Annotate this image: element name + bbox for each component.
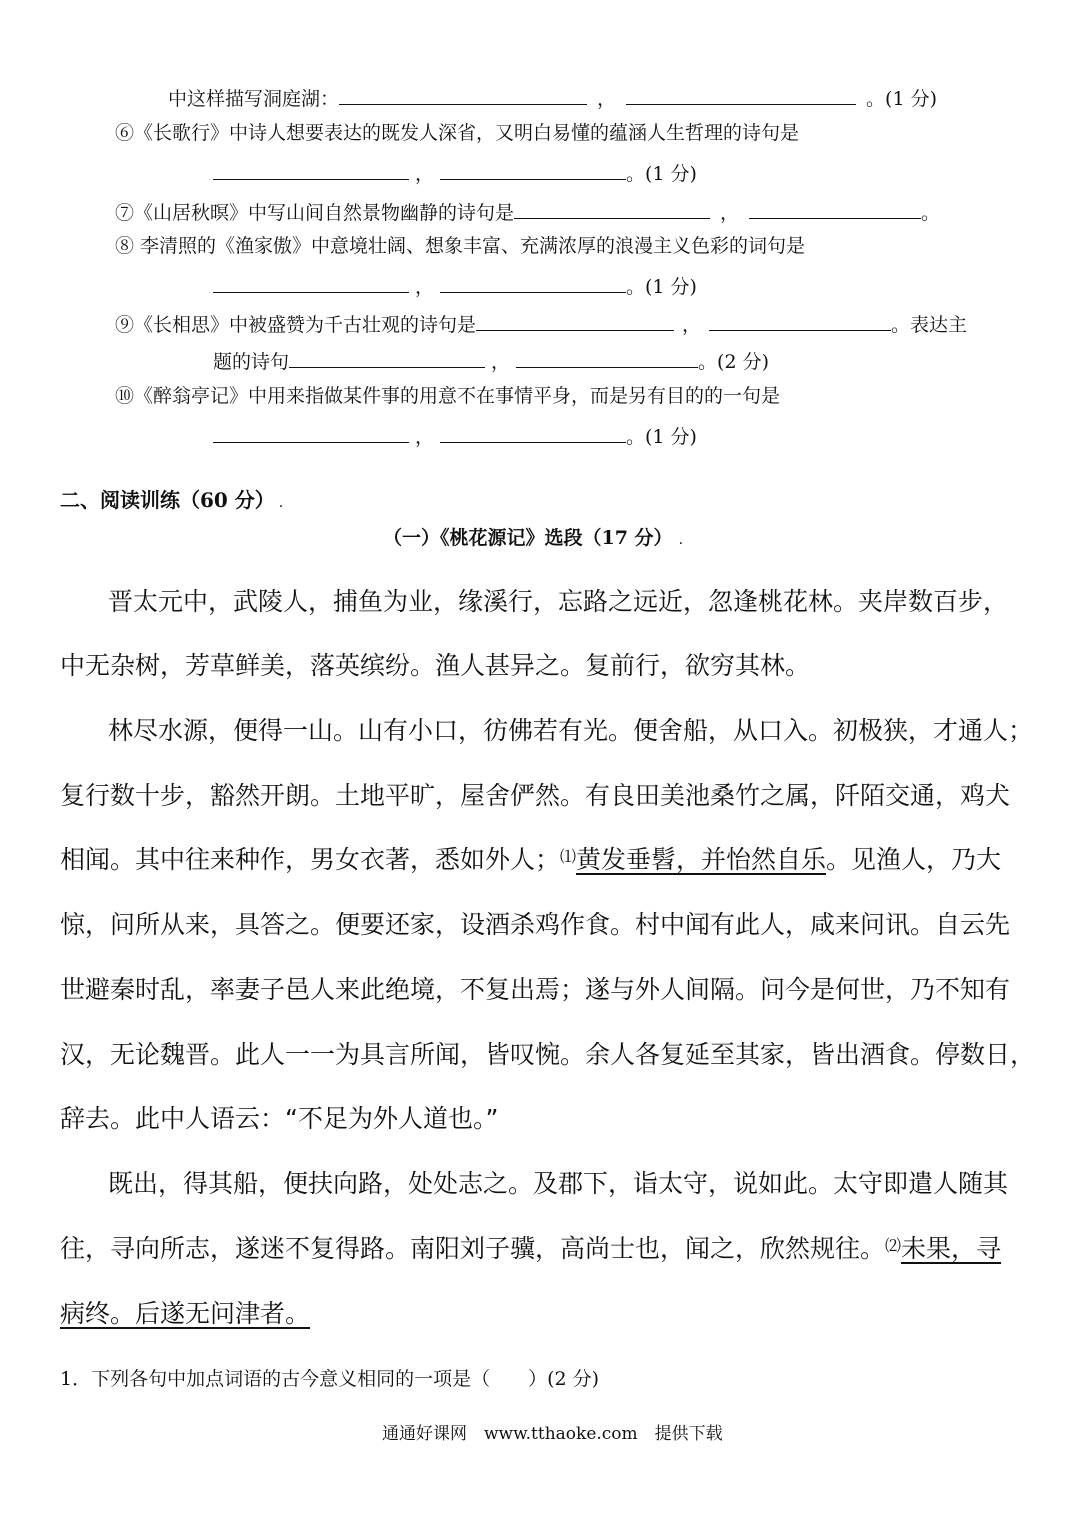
subsection-dot: .: [678, 532, 684, 548]
q7-line: [115, 200, 940, 223]
q9-blank-4[interactable]: [516, 349, 698, 368]
q9-blank-2[interactable]: [709, 312, 891, 331]
q9-sep-1: ，: [682, 314, 702, 336]
passage-p1-line-2: 中无杂树，芳草鲜美，落英缤纷。渔人甚异之。复前行，欲穷其林。: [60, 651, 811, 680]
q7-blank-1[interactable]: [514, 200, 710, 219]
footnote-mark-1: ⑴: [560, 847, 577, 866]
question-1: 1．下列各句中加点词语的古今意义相同的一项是（ ）(2 分): [60, 1368, 600, 1390]
section-2-heading: [60, 490, 283, 510]
section-2-title: 二、阅读训练（60 分）: [60, 488, 275, 512]
passage-p2-line-1: 林尽水源，便得一山。山有小口，彷佛若有光。便舍船，从口入。初极狭，才通人；: [108, 716, 1034, 745]
q10-blank-1[interactable]: [213, 424, 409, 443]
q9-blank-3[interactable]: [289, 349, 485, 368]
q5-tail-line: [168, 86, 937, 109]
q6-answer-line: [213, 161, 697, 184]
subsection-heading: [383, 529, 683, 548]
passage-p3-line-3: [60, 1301, 310, 1326]
q7-sep: ，: [720, 202, 740, 224]
q6-blank-1[interactable]: [213, 161, 409, 180]
q9-line-1: [115, 312, 967, 335]
underlined-phrase-1: 黄发垂髫，并怡然自乐: [576, 845, 827, 874]
q8-suffix: 。(1 分): [626, 276, 697, 298]
section-2-dot: .: [278, 495, 284, 511]
passage-p2-line-4: 惊，问所从来，具答之。便要还家，设酒杀鸡作食。村中闻有此人，咸来问讯。自云先: [60, 910, 1011, 939]
q10-suffix: 。(1 分): [626, 426, 697, 448]
q8-blank-2[interactable]: [440, 274, 626, 293]
q8-sep: ，: [415, 276, 435, 298]
passage-p2-line-3-b: 。见渔人，乃大: [826, 845, 1002, 874]
q9-mid: 。表达主: [891, 314, 968, 336]
underlined-phrase-2a: 未果，寻: [901, 1234, 1002, 1263]
passage-p3-line-2-a: 往，寻向所志，遂迷不复得路。南阳刘子骥，高尚士也，闻之，欣然规往。: [60, 1234, 886, 1263]
q9-blank-1[interactable]: [476, 312, 674, 331]
footnote-mark-2: ⑵: [885, 1236, 902, 1255]
page-footer: 通通好课网 www.tthaoke.com 提供下载: [382, 1424, 723, 1444]
passage-p2-line-3-a: 相闻。其中往来种作，男女衣著，悉如外人；: [60, 845, 561, 874]
q8-answer-line: [213, 274, 697, 297]
q8-blank-1[interactable]: [213, 274, 409, 293]
q9-suffix: 。(2 分): [698, 351, 769, 373]
q5-blank-2[interactable]: [626, 86, 856, 105]
underlined-phrase-2b: 病终。后遂无问津者。: [60, 1299, 311, 1328]
q6-blank-2[interactable]: [440, 161, 626, 180]
q7-text: ⑦《山居秋暝》中写山间自然景物幽静的诗句是: [115, 202, 515, 224]
q10-blank-2[interactable]: [440, 424, 626, 443]
q5-prefix: 中这样描写洞庭湖：: [168, 88, 340, 110]
q5-blank-1[interactable]: [339, 86, 587, 105]
q6-suffix: 。(1 分): [626, 163, 697, 185]
passage-p1-line-1: 晋太元中，武陵人，捕鱼为业，缘溪行，忘路之远近，忽逢桃花林。夹岸数百步，: [108, 587, 1009, 616]
subsection-title: （一）《桃花源记》选段（17 分）: [383, 527, 673, 549]
q5-sep: ，: [597, 88, 617, 110]
q7-blank-2[interactable]: [749, 200, 921, 219]
q6-text: ⑥《长歌行》中诗人想要表达的既发人深省，又明白易懂的蕴涵人生哲理的诗句是: [115, 122, 800, 144]
q10-text: ⑩《醉翁亭记》中用来指做某件事的用意不在事情平身，而是另有目的的一句是: [115, 385, 781, 407]
q6-sep: ，: [415, 163, 435, 185]
q10-answer-line: [213, 424, 697, 447]
q9-text: ⑨《长相思》中被盛赞为千古壮观的诗句是: [115, 314, 477, 336]
passage-p3-line-2: [60, 1236, 1001, 1261]
q10-sep: ，: [415, 426, 435, 448]
passage-p2-line-3: [60, 847, 1001, 872]
passage-p2-line-7: 辞去。此中人语云：“不足为外人道也。”: [60, 1104, 499, 1133]
passage-p2-line-6: 汉，无论魏晋。此人一一为具言所闻，皆叹惋。余人各复延至其家，皆出酒食。停数日，: [60, 1040, 1036, 1069]
q8-text: ⑧ 李清照的《渔家傲》中意境壮阔、想象丰富、充满浓厚的浪漫主义色彩的词句是: [115, 235, 806, 257]
q9-line2-prefix: 题的诗句: [213, 351, 290, 373]
passage-p2-line-2: 复行数十步，豁然开朗。土地平旷，屋舍俨然。有良田美池桑竹之属，阡陌交通，鸡犬: [60, 781, 1011, 810]
q9-line-2: [213, 349, 769, 372]
q5-suffix: 。(1 分): [866, 88, 937, 110]
q7-suffix: 。: [921, 202, 941, 224]
q9-sep-2: ，: [491, 351, 511, 373]
passage-p3-line-1: 既出，得其船，便扶向路，处处志之。及郡下，诣太守，说如此。太守即遣人随其: [108, 1169, 1009, 1198]
passage-p2-line-5: 世避秦时乱，率妻子邑人来此绝境，不复出焉；遂与外人间隔。问今是何世，乃不知有: [60, 975, 1011, 1004]
